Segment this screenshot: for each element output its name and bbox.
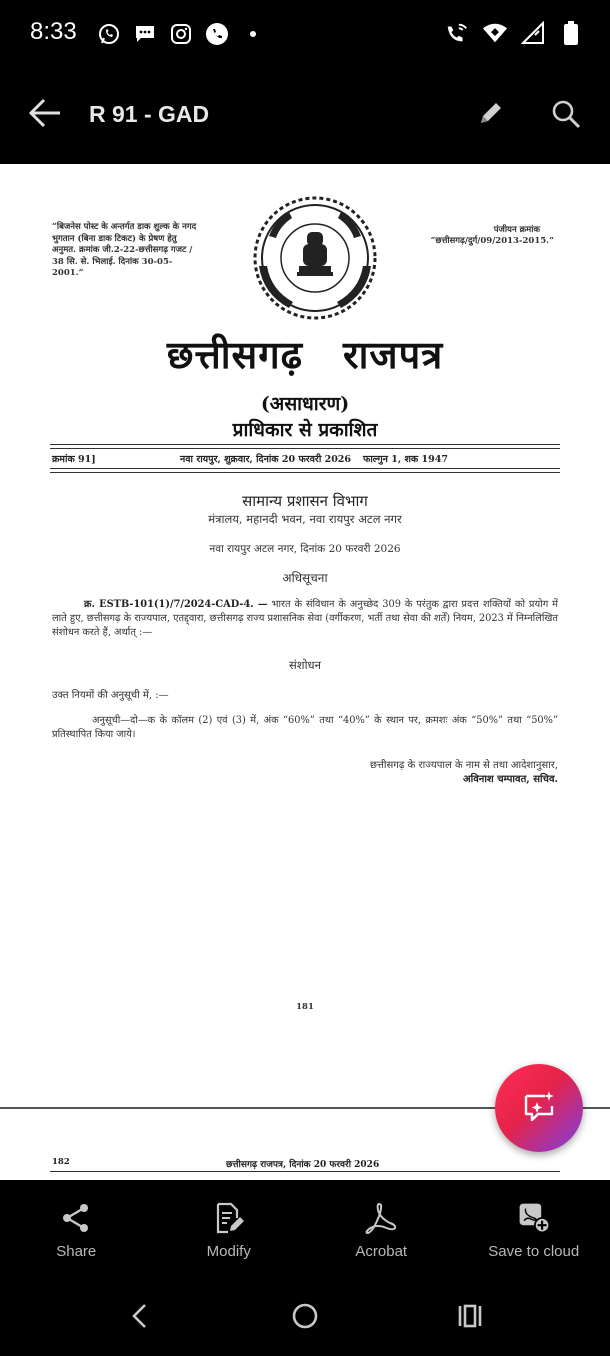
department-address: मंत्रालय, महानदी भवन, नवा रायपुर अटल नगर bbox=[208, 512, 402, 526]
amendment-text: अनुसूची—दो—क के कॉलम (2) एवं (3) में, अंक “60%” तथा “40%” के स्थान पर, क्रमशः अंक “50%” तथा “50%” प्रतिस्थापित किया जाये। bbox=[52, 715, 558, 740]
status-time: 8:33 bbox=[30, 18, 77, 45]
back-button[interactable] bbox=[24, 94, 66, 136]
save-to-cloud-button[interactable] bbox=[458, 1180, 610, 1272]
gazette-title-state: छत्तीसगढ़ bbox=[166, 332, 304, 377]
share-icon bbox=[58, 1200, 94, 1236]
share-label: Share bbox=[56, 1243, 97, 1260]
instagram-icon bbox=[168, 21, 194, 47]
notification-reference: क्र. ESTB-101(1)/7/2024-CAD-4. — bbox=[84, 599, 268, 610]
edit-document-icon bbox=[211, 1200, 247, 1236]
divider bbox=[50, 448, 560, 449]
rules-intro: उक्त नियमों की अनुसूची में, :— bbox=[52, 690, 169, 701]
cloud-save-icon bbox=[516, 1200, 552, 1236]
status-bar bbox=[0, 0, 610, 68]
place-date: नवा रायपुर अटल नगर, दिनांक 20 फरवरी 2026 bbox=[209, 543, 401, 555]
gazette-title-rajpatra: राजपत्र bbox=[343, 332, 444, 377]
search-button[interactable] bbox=[546, 96, 586, 136]
extraordinary-label: (असाधारण) bbox=[260, 393, 350, 415]
battery-icon bbox=[558, 20, 584, 46]
dot-icon bbox=[240, 21, 266, 47]
search-icon bbox=[550, 98, 582, 134]
nav-recents-icon bbox=[455, 1302, 485, 1334]
notification-text: भारत के संविधान के अनुच्छेद 309 के परंतुक द्वारा प्रदत्त शक्तियों को प्रयोग में लाते हुए, छत्तीसगढ़ के राज्यपाल, एतद्द्वारा, छत्तीसगढ़ राज्य प्रशासनिक सेवा (वर्गीकरण, भर्ती तथा सेवा की शर्तें) नियम, 2023 में निम्नलिखित संशोधन करते हैं, अर्थात् :— bbox=[52, 599, 558, 638]
wifi-icon bbox=[482, 20, 508, 46]
system-status-icons bbox=[444, 18, 584, 48]
nav-back-button[interactable] bbox=[122, 1300, 158, 1336]
bottom-toolbar bbox=[0, 1180, 610, 1272]
whatsapp-icon bbox=[96, 21, 122, 47]
nav-back-icon bbox=[128, 1302, 152, 1334]
wifi-calling-icon bbox=[444, 20, 470, 46]
ai-assistant-sparkle-icon bbox=[521, 1088, 557, 1128]
share-button[interactable] bbox=[0, 1180, 153, 1272]
system-nav-bar bbox=[0, 1272, 610, 1356]
acrobat-button[interactable] bbox=[305, 1180, 458, 1272]
save-to-cloud-label: Save to cloud bbox=[488, 1243, 580, 1260]
nav-home-icon bbox=[290, 1301, 320, 1335]
nav-recents-button[interactable] bbox=[452, 1300, 488, 1336]
issue-saka-date: फाल्गुन 1, शक 1947 bbox=[363, 454, 448, 465]
amendment-heading: संशोधन bbox=[288, 658, 322, 672]
postal-note: “बिजनेस पोस्ट के अन्तर्गत डाक शुल्क के नगद भुगतान (बिना डाक टिकट) के प्रेषण हेतु अनुमत. क्रमांक जी.2-22-छत्तीसगढ़ गजट / 38 सि. से. भिलाई. दिनांक 30-05-2001.” bbox=[52, 222, 197, 278]
order-line: छत्तीसगढ़ के राज्यपाल के नाम से तथा आदेशानुसार, bbox=[369, 760, 558, 771]
divider bbox=[50, 444, 560, 445]
nav-home-button[interactable] bbox=[287, 1300, 323, 1336]
registration-label: पंजीयन क्रमांक bbox=[493, 225, 540, 235]
modify-label: Modify bbox=[206, 1243, 251, 1260]
department-name: सामान्य प्रशासन विभाग bbox=[242, 492, 368, 510]
registration-number: “छत्तीसगढ़/दुर्ग/09/2013-2015.” bbox=[430, 236, 554, 246]
edit-button[interactable] bbox=[472, 96, 510, 134]
notification-body bbox=[52, 598, 558, 640]
divider bbox=[50, 468, 560, 469]
notification-heading: अधिसूचना bbox=[282, 571, 328, 585]
ai-assistant-button[interactable] bbox=[495, 1064, 583, 1152]
arrow-back-icon bbox=[28, 98, 62, 132]
document-title: R 91 - GAD bbox=[89, 101, 210, 127]
authority-label: प्राधिकार से प्रकाशित bbox=[232, 419, 378, 441]
gazette-title bbox=[0, 328, 610, 380]
signatory: अविनाश चम्पावत, सचिव. bbox=[463, 774, 558, 785]
page-number-next: 182 bbox=[52, 1157, 70, 1167]
issue-number: क्रमांक 91] bbox=[52, 454, 96, 465]
document-page[interactable] bbox=[0, 164, 610, 1107]
signal-icon bbox=[520, 20, 546, 46]
phone-app-icon bbox=[204, 21, 230, 47]
state-emblem bbox=[249, 196, 381, 320]
page-number: 181 bbox=[296, 1002, 314, 1012]
chat-bubble-icon bbox=[132, 21, 158, 47]
page-running-header: छत्तीसगढ़ राजपत्र, दिनांक 20 फरवरी 2026 bbox=[226, 1160, 380, 1170]
acrobat-icon bbox=[363, 1200, 399, 1236]
pencil-icon bbox=[476, 98, 506, 132]
divider bbox=[50, 1171, 560, 1172]
divider bbox=[50, 472, 560, 473]
issue-date: नवा रायपुर, शुक्रवार, दिनांक 20 फरवरी 2026 bbox=[180, 454, 352, 465]
acrobat-label: Acrobat bbox=[355, 1243, 408, 1260]
modify-button[interactable] bbox=[153, 1180, 306, 1272]
notification-icons bbox=[96, 20, 266, 48]
app-bar bbox=[0, 68, 610, 164]
